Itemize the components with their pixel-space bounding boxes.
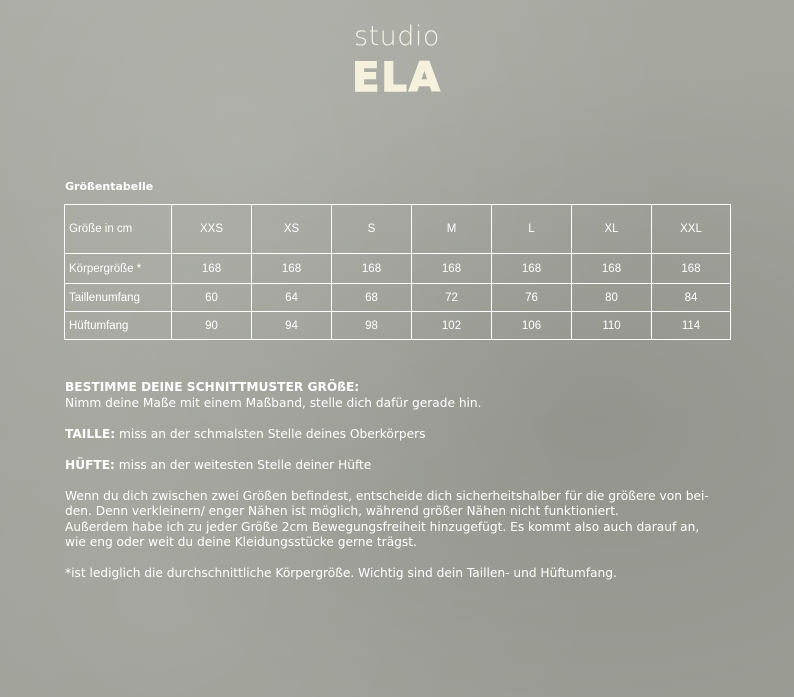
size-table-title: Größentabelle bbox=[65, 180, 154, 193]
size-advice-line: Außerdem habe ich zu jeder Größe 2cm Bewegungsfreiheit hinzugefügt. Es kommt also auch darauf an, bbox=[65, 519, 700, 534]
table-cell: 76 bbox=[492, 284, 572, 312]
table-cell: 114 bbox=[652, 312, 731, 340]
table-cell: 80 bbox=[572, 284, 652, 312]
table-cell: 64 bbox=[252, 284, 332, 312]
row-label: Körpergröße * bbox=[65, 254, 172, 284]
table-cell: 60 bbox=[172, 284, 252, 312]
table-cell: 168 bbox=[492, 254, 572, 284]
size-advice-line: wie eng oder weit du deine Kleidungsstücke gerne trägst. bbox=[65, 535, 417, 549]
table-cell: 102 bbox=[412, 312, 492, 340]
header-cell: L bbox=[492, 205, 572, 254]
table-row bbox=[65, 284, 731, 312]
footnote-mark: * bbox=[65, 566, 72, 580]
taille-text: miss an der schmalsten Stelle deines Oberkörpers bbox=[115, 426, 426, 441]
huefte-instruction bbox=[65, 458, 745, 474]
table-row bbox=[65, 312, 731, 340]
table-row bbox=[65, 254, 731, 284]
header-cell: XS bbox=[252, 205, 332, 254]
header-cell: XXL bbox=[652, 205, 731, 254]
table-cell: 106 bbox=[492, 312, 572, 340]
size-advice-line: den. Denn verkleinern/ enger Nähen ist möglich, während größer Nähen nicht funktioniert. bbox=[65, 504, 619, 518]
header-cell: Größe in cm bbox=[65, 205, 172, 254]
table-cell: 168 bbox=[252, 254, 332, 284]
row-label: Taillenumfang bbox=[65, 284, 172, 312]
huefte-text: miss an der weitesten Stelle deiner Hüfte bbox=[114, 457, 372, 472]
table-cell: 168 bbox=[572, 254, 652, 284]
instructions-text bbox=[65, 380, 745, 582]
intro-text: Nimm deine Maße mit einem Maßband, stelle dich dafür gerade hin. bbox=[65, 395, 482, 410]
header-cell: S bbox=[332, 205, 412, 254]
row-label: Hüftumfang bbox=[65, 312, 172, 340]
footnote bbox=[65, 566, 745, 582]
logo-ela-text: ELA bbox=[352, 55, 442, 101]
taille-label: TAILLE: bbox=[65, 426, 116, 441]
header-cell: XL bbox=[572, 205, 652, 254]
table-cell: 168 bbox=[172, 254, 252, 284]
table-cell: 84 bbox=[652, 284, 731, 312]
table-cell: 90 bbox=[172, 312, 252, 340]
studio-ela-logo bbox=[0, 20, 794, 100]
table-cell: 168 bbox=[332, 254, 412, 284]
instructions-heading: BESTIMME DEINE SCHNITTMUSTER GRÖßE: bbox=[65, 380, 360, 394]
table-cell: 98 bbox=[332, 312, 412, 340]
table-cell: 168 bbox=[652, 254, 731, 284]
footnote-text: ist lediglich die durchschnittliche Körpergröße. Wichtig sind dein Taillen- und Hüftumfang. bbox=[71, 566, 617, 580]
table-cell: 68 bbox=[332, 284, 412, 312]
huefte-label: HÜFTE: bbox=[65, 457, 115, 472]
taille-instruction bbox=[65, 427, 745, 443]
header-cell: XXS bbox=[172, 205, 252, 254]
size-table-header-row bbox=[65, 205, 731, 254]
table-cell: 168 bbox=[412, 254, 492, 284]
logo-studio-text: studio bbox=[354, 21, 440, 52]
table-cell: 94 bbox=[252, 312, 332, 340]
table-cell: 72 bbox=[412, 284, 492, 312]
table-cell: 110 bbox=[572, 312, 652, 340]
header-cell: M bbox=[412, 205, 492, 254]
size-table bbox=[64, 204, 731, 340]
size-advice-line: Wenn du dich zwischen zwei Größen befindest, entscheide dich sicherheitshalber für die größere von bei- bbox=[65, 488, 709, 503]
